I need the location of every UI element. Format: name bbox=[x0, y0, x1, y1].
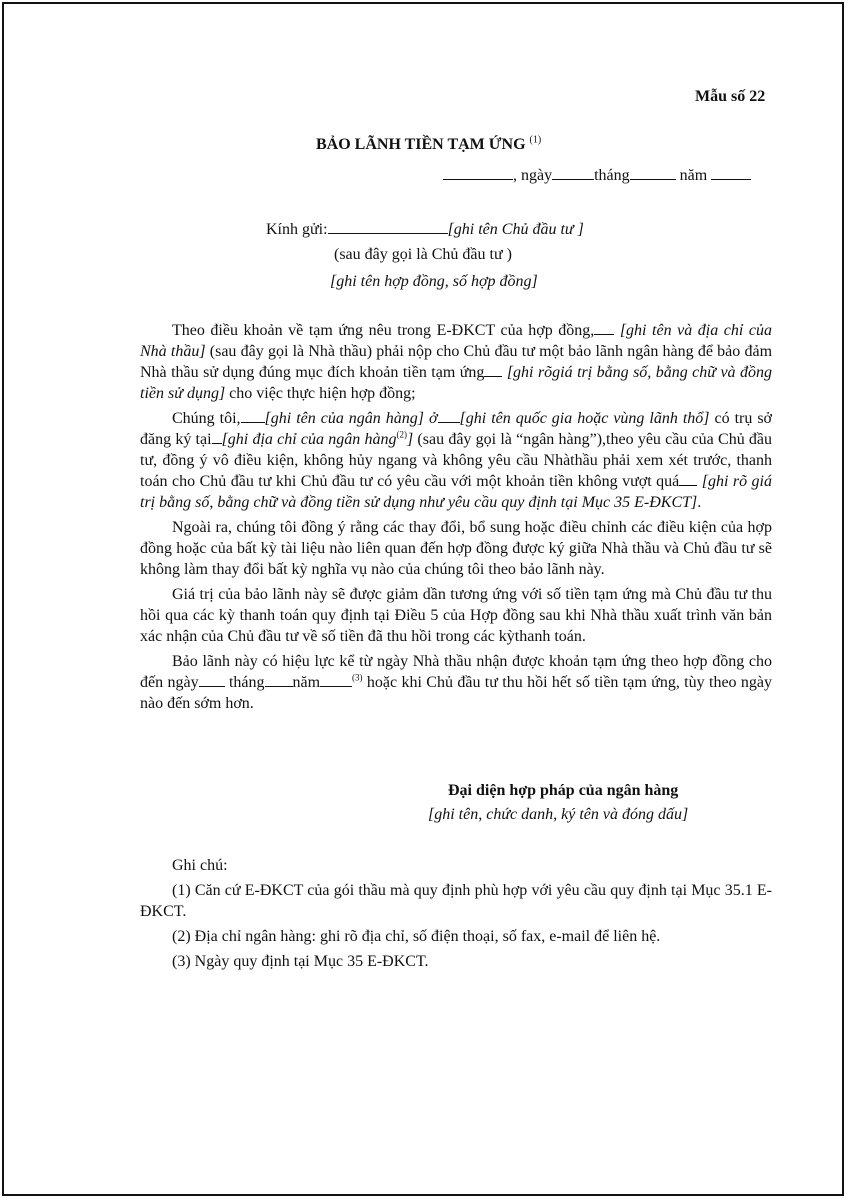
month-blank[interactable] bbox=[630, 166, 676, 180]
p2-bracket: ] bbox=[406, 431, 414, 448]
paragraph-4: Giá trị của bảo lãnh này sẽ được giảm dần tương ứng với số tiền tạm ứng mà Chủ đầu tư thu hồi qua các kỳ thanh toán quy định tại Điều 5 của Hợp đồng sau khi Nhà thầu xuất trình văn bản xác nhận của Chủ đầu tư về số tiền đã thu hồi trong các kỳthanh toán. bbox=[140, 586, 772, 645]
place-blank[interactable] bbox=[443, 166, 513, 180]
note-3: (3) Ngày quy định tại Mục 35 E-ĐKCT. bbox=[172, 953, 429, 970]
paragraph-1 bbox=[140, 320, 772, 404]
p2-hint-bank: [ghi tên của ngân hàng] ở bbox=[264, 410, 438, 427]
p5-day-blank[interactable] bbox=[199, 673, 225, 687]
p2-period: . bbox=[697, 494, 702, 511]
date-day-label: , ngày bbox=[513, 167, 553, 184]
p1-text-e: cho việc thực hiện hợp đồng; bbox=[225, 385, 416, 402]
signature-title: Đại diện hợp pháp của ngân hàng bbox=[448, 782, 679, 799]
p1-blank-2[interactable] bbox=[484, 363, 502, 377]
year-blank[interactable] bbox=[711, 166, 751, 180]
p5-text-a: Bảo lãnh này có hiệu lực kể từ ngày Nhà thầu nhận được khoản tạm ứng theo hợp đồng cho đến ngày bbox=[140, 653, 772, 691]
p5-text-d: hoặc khi Chủ đầu tư thu hồi hết số tiền tạm ứng, tùy theo ngày nào đến sớm hơn. bbox=[140, 674, 773, 712]
recipient-blank[interactable] bbox=[328, 220, 448, 234]
title-text: BẢO LÃNH TIỀN TẠM ỨNG bbox=[316, 136, 526, 153]
p2-hint-value: [ghi rõ giá trị bằng số, bằng chữ và đồng tiền sử dụng như yêu cầu quy định tại Mục 35 E-ĐKCT] bbox=[140, 473, 772, 511]
day-blank[interactable] bbox=[552, 166, 594, 180]
p1-hint-contractor: [ghi tên và địa chỉ của Nhà thầu] bbox=[140, 322, 772, 360]
notes-section bbox=[140, 855, 772, 976]
p2-hint-country: [ghi tên quốc gia hoặc vùng lãnh thổ] bbox=[459, 410, 710, 427]
hereinafter-line: (sau đây gọi là Chủ đầu tư ) bbox=[334, 246, 512, 263]
p2-hint-address: [ghi địa chỉ của ngân hàng bbox=[221, 431, 397, 448]
p5-month-blank[interactable] bbox=[265, 673, 293, 687]
date-year-label: năm bbox=[679, 167, 708, 184]
note-1: (1) Căn cứ E-ĐKCT của gói thầu mà quy định phù hợp với yêu cầu quy định tại Mục 35.1 E-ĐKCT. bbox=[140, 882, 772, 920]
date-month-label: tháng bbox=[594, 167, 630, 184]
p1-hint-amount: [ghi rõgiá trị bằng số, bằng chữ và đồng tiền sử dụng] bbox=[140, 364, 772, 402]
recipient-line bbox=[266, 220, 584, 239]
recipient-label: Kính gửi: bbox=[266, 221, 328, 238]
contract-hint: [ghi tên hợp đồng, số hợp đồng] bbox=[330, 273, 538, 290]
form-number: Mẫu số 22 bbox=[695, 88, 766, 105]
p2-text-d: có trụ sở đăng ký tại bbox=[140, 410, 773, 448]
document-title bbox=[316, 136, 541, 154]
p5-month-label: tháng bbox=[224, 674, 265, 691]
signature-hint: [ghi tên, chức danh, ký tên và đóng dấu] bbox=[428, 806, 689, 823]
p2-blank-1[interactable] bbox=[241, 409, 265, 423]
p2-footnote-mark: (2) bbox=[396, 429, 407, 440]
p1-blank-1[interactable] bbox=[594, 321, 614, 335]
p2-blank-4[interactable] bbox=[679, 472, 697, 486]
title-footnote-mark: (1) bbox=[529, 134, 542, 146]
paragraph-2 bbox=[140, 408, 772, 513]
p5-year-blank[interactable] bbox=[320, 673, 352, 687]
p2-text-g: (sau đây gọi là “ngân hàng”),theo yêu cầu của Chủ đầu tư, đồng ý vô điều kiện, không hủy ngang và không yêu cầu Nhàthầu phải xem xét trước, thanh toán cho Chủ đầu tư khi Chủ đầu tư có yêu cầu với một khoản tiền không vượt quá bbox=[140, 431, 773, 490]
paragraph-5 bbox=[140, 651, 772, 714]
p5-footnote-mark: (3) bbox=[352, 672, 363, 683]
recipient-hint: [ghi tên Chủ đầu tư ] bbox=[447, 221, 584, 238]
note-2: (2) Địa chỉ ngân hàng: ghi rõ địa chỉ, số điện thoại, số fax, e-mail để liên hệ. bbox=[172, 928, 661, 945]
p5-year-label: năm bbox=[292, 674, 321, 691]
p1-text-c: (sau đây gọi là Nhà thầu) phải nộp cho Chủ đầu tư một bảo lãnh ngân hàng để bảo đảm Nhà thầu sử dụng đúng mục đích khoản tiền tạm ứng bbox=[140, 343, 773, 381]
guarantee-body bbox=[140, 320, 772, 718]
p2-blank-3[interactable] bbox=[212, 430, 222, 444]
notes-heading: Ghi chú: bbox=[172, 857, 228, 874]
p2-text-a: Chúng tôi, bbox=[172, 410, 241, 427]
date-line bbox=[443, 166, 751, 185]
p1-text-a: Theo điều khoản về tạm ứng nêu trong E-ĐKCT của hợp đồng, bbox=[172, 322, 595, 339]
paragraph-3: Ngoài ra, chúng tôi đồng ý rằng các thay đổi, bổ sung hoặc điều chỉnh các điều kiện của hợp đồng hoặc của bất kỳ tài liệu nào liên quan đến hợp đồng được ký giữa Nhà thầu và Chủ đầu tư sẽ không làm thay đổi bất kỳ nghĩa vụ nào của chúng tôi theo bảo lãnh này. bbox=[140, 519, 772, 578]
p2-blank-2[interactable] bbox=[438, 409, 460, 423]
